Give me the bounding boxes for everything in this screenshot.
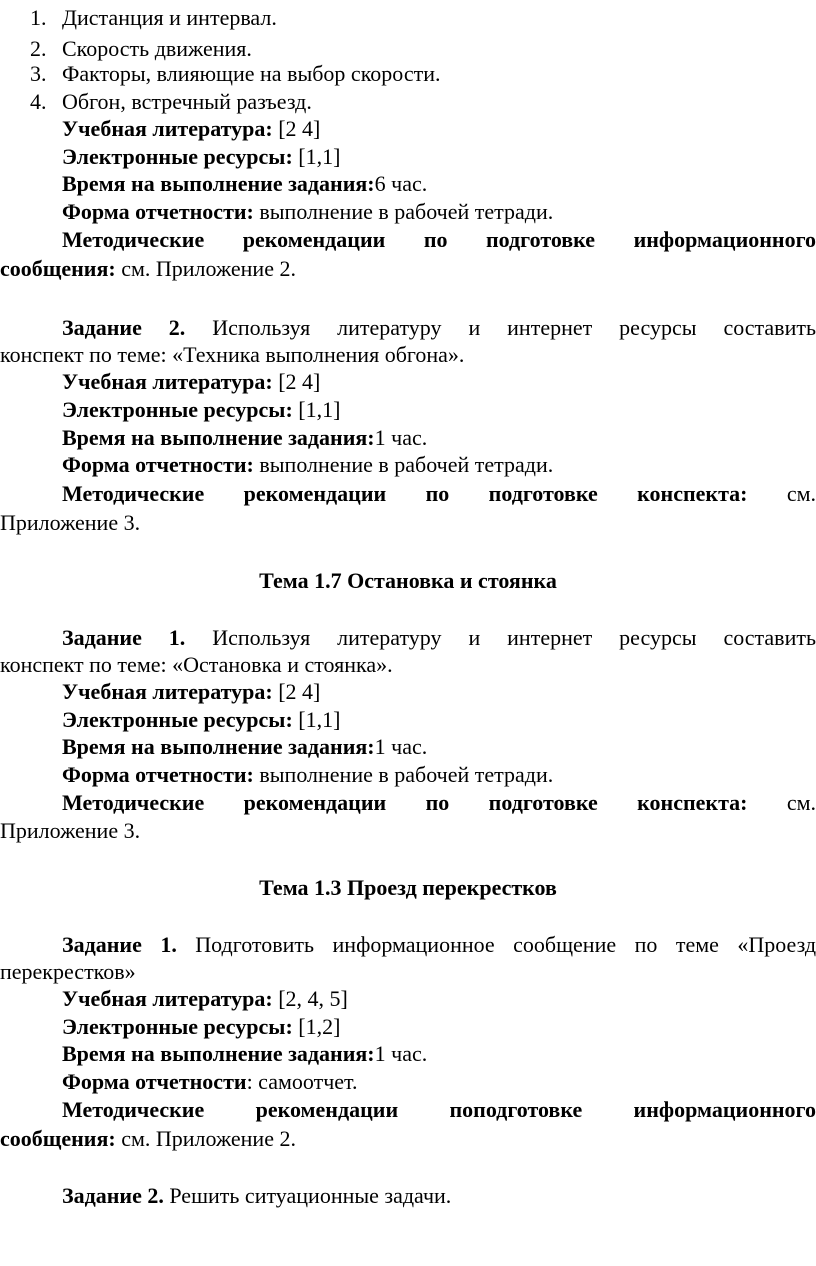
report-form-label: Форма отчетности: xyxy=(62,452,254,477)
method-word: рекомендации xyxy=(242,227,386,252)
time-line xyxy=(0,168,816,199)
method-word: рекомендации xyxy=(243,481,387,506)
task-word: составить xyxy=(723,625,816,650)
time-label: Время на выполнение задания: xyxy=(62,425,375,450)
time-line xyxy=(0,1038,816,1069)
literature-label: Учебная литература: xyxy=(62,679,273,704)
report-form-line xyxy=(0,759,816,790)
task-word: ресурсы xyxy=(619,315,697,340)
literature-value: [2 4] xyxy=(278,116,321,141)
eresources-value: [1,1] xyxy=(298,144,341,169)
literature-line xyxy=(0,676,816,707)
list-text: Дистанция и интервал. xyxy=(62,5,277,30)
task-word: литературу xyxy=(337,625,442,650)
report-form-line xyxy=(0,449,816,480)
report-form-line xyxy=(0,196,816,227)
time-value: 1 час. xyxy=(374,425,428,450)
report-form-label: Форма отчетности: xyxy=(62,762,254,787)
report-form-value: выполнение в рабочей тетради. xyxy=(259,762,554,787)
method-value: Приложение 3. xyxy=(0,510,141,535)
literature-label: Учебная литература: xyxy=(62,116,273,141)
literature-line xyxy=(0,366,816,397)
method-word: подготовке xyxy=(488,790,598,815)
method-label-tail: сообщения: xyxy=(0,256,116,281)
literature-value: [2 4] xyxy=(278,679,321,704)
list-number: 2. xyxy=(30,36,47,61)
method-word: рекомендации xyxy=(243,790,387,815)
task-word: «Проезд xyxy=(737,932,816,957)
list-number: 3. xyxy=(30,61,47,86)
time-line xyxy=(0,731,816,762)
list-number: 4. xyxy=(30,89,47,114)
topic-heading xyxy=(0,872,816,903)
list-text: Факторы, влияющие на выбор скорости. xyxy=(62,61,441,86)
task-line xyxy=(0,1180,816,1211)
task-text: перекрестков» xyxy=(0,959,136,984)
method-line-2 xyxy=(0,253,816,284)
method-line-2 xyxy=(0,507,816,538)
task-word: составить xyxy=(723,315,816,340)
task-word: и xyxy=(468,315,481,340)
task-word: Подготовить xyxy=(195,932,315,957)
report-form-line xyxy=(0,1066,816,1097)
time-label: Время на выполнение задания: xyxy=(62,734,375,759)
task-word: интернет xyxy=(507,315,593,340)
report-form-label: Форма отчетности xyxy=(62,1069,247,1094)
task-word: и xyxy=(468,625,481,650)
task-word: информационное xyxy=(332,932,495,957)
topic-heading-text: Тема 1.7 Остановка и стоянка xyxy=(259,568,557,593)
method-word: подготовке xyxy=(488,481,598,506)
literature-value: [2, 4, 5] xyxy=(278,986,348,1011)
task-title: Задание 1. xyxy=(62,625,186,650)
report-form-value: выполнение в рабочей тетради. xyxy=(259,199,554,224)
eresources-value: [1,1] xyxy=(298,397,341,422)
task-word: теме xyxy=(675,932,719,957)
method-line xyxy=(0,224,816,255)
method-line xyxy=(0,787,816,818)
topic-heading-text: Тема 1.3 Проезд перекрестков xyxy=(259,875,557,900)
report-form-label: Форма отчетности: xyxy=(62,199,254,224)
literature-label: Учебная литература: xyxy=(62,986,273,1011)
method-value: см. Приложение 2. xyxy=(121,256,296,281)
literature-label: Учебная литература: xyxy=(62,369,273,394)
method-word: подготовке xyxy=(486,227,596,252)
task-word: Используя xyxy=(212,625,311,650)
method-label-tail: сообщения: xyxy=(0,1126,116,1151)
task-word: по xyxy=(634,932,658,957)
list-number: 1. xyxy=(30,5,47,30)
method-word: по xyxy=(423,227,448,252)
method-word: информационного xyxy=(633,1097,816,1122)
method-value: Приложение 3. xyxy=(0,818,141,843)
time-value: 6 час. xyxy=(374,171,428,196)
time-label: Время на выполнение задания: xyxy=(62,171,375,196)
eresources-label: Электронные ресурсы: xyxy=(62,397,293,422)
task-word: литературу xyxy=(337,315,442,340)
time-label: Время на выполнение задания: xyxy=(62,1041,375,1066)
method-line-2 xyxy=(0,1123,816,1154)
eresources-label: Электронные ресурсы: xyxy=(62,144,293,169)
literature-value: [2 4] xyxy=(278,369,321,394)
task-word: ресурсы xyxy=(619,625,697,650)
task-text: конспект по теме: «Техника выполнения обгона». xyxy=(0,342,465,367)
method-word: Методические xyxy=(62,227,205,252)
method-word: рекомендации xyxy=(255,1097,399,1122)
literature-line xyxy=(0,983,816,1014)
eresources-label: Электронные ресурсы: xyxy=(62,1014,293,1039)
task-text: конспект по теме: «Остановка и стоянка». xyxy=(0,652,393,677)
list-text: Обгон, встречный разъезд. xyxy=(62,89,312,114)
method-word: Методические xyxy=(62,481,205,506)
task-title: Задание 1. xyxy=(62,932,177,957)
task-word: сообщение xyxy=(513,932,617,957)
report-form-value: : самоотчет. xyxy=(246,1069,358,1094)
method-word: по xyxy=(425,481,450,506)
method-value: см. Приложение 2. xyxy=(121,1126,296,1151)
literature-line xyxy=(0,113,816,144)
eresources-line xyxy=(0,394,816,425)
report-form-value: выполнение в рабочей тетради. xyxy=(259,452,554,477)
task-word: Используя xyxy=(212,315,311,340)
method-word: Методические xyxy=(62,790,205,815)
method-line xyxy=(0,1094,816,1125)
method-word: Методические xyxy=(62,1097,205,1122)
method-value: см. xyxy=(786,481,816,506)
time-value: 1 час. xyxy=(374,1041,428,1066)
task-word: интернет xyxy=(507,625,593,650)
method-word: конспекта: xyxy=(637,790,748,815)
eresources-value: [1,1] xyxy=(298,707,341,732)
method-value: см. xyxy=(786,790,816,815)
task-text: Решить ситуационные задачи. xyxy=(169,1183,452,1208)
method-word: поподготовке xyxy=(449,1097,583,1122)
topic-heading xyxy=(0,565,816,596)
task-title: Задание 2. xyxy=(62,315,186,340)
method-word: по xyxy=(425,790,450,815)
task-title: Задание 2. xyxy=(62,1183,164,1208)
eresources-label: Электронные ресурсы: xyxy=(62,707,293,732)
method-line xyxy=(0,478,816,509)
method-word: информационного xyxy=(633,227,816,252)
time-value: 1 час. xyxy=(374,734,428,759)
eresources-value: [1,2] xyxy=(298,1014,341,1039)
list-text: Скорость движения. xyxy=(62,36,252,61)
method-word: конспекта: xyxy=(637,481,748,506)
method-line-2 xyxy=(0,815,816,846)
